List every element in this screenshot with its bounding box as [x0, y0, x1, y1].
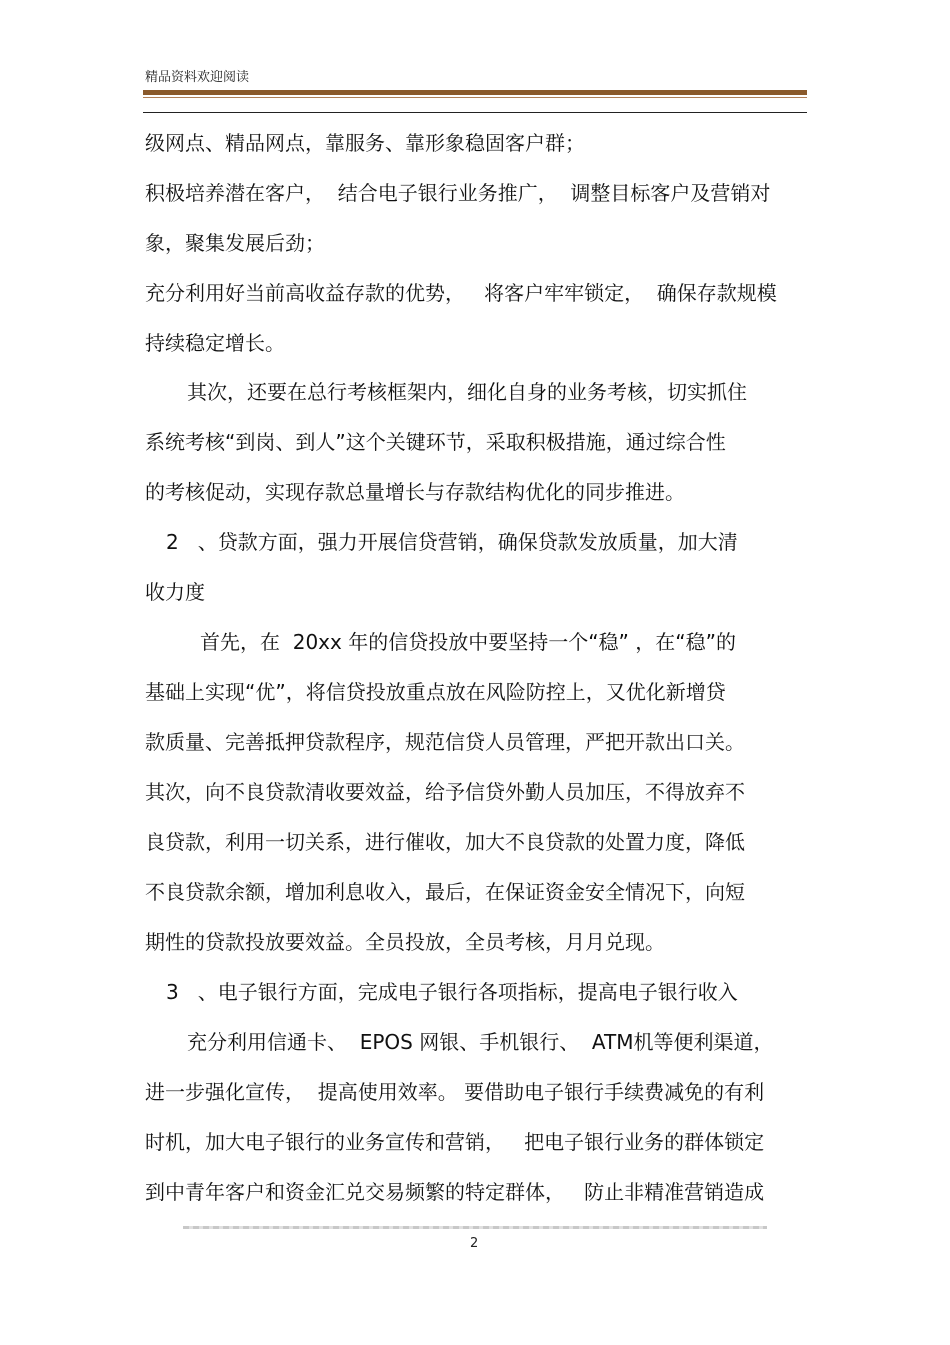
- text-line: 首先，在 20xx 年的信贷投放中要坚持一个“稳” ，在“稳”的: [200, 630, 736, 654]
- header-rule-thin: [143, 97, 807, 98]
- text-line: 到中青年客户和资金汇兑交易频繁的特定群体， 防止非精准营销造成: [145, 1180, 765, 1204]
- text-line: 基础上实现“优”，将信贷投放重点放在风险防控上，又优化新增贷: [145, 680, 726, 704]
- footer-rule: [183, 1226, 767, 1229]
- text-line: 充分利用信通卡、 EPOS 网银、手机银行、 ATM机等便利渠道，: [187, 1030, 774, 1054]
- section-heading: 收力度: [145, 580, 205, 604]
- text-line: 其次，向不良贷款清收要效益，给予信贷外勤人员加压，不得放弃不: [145, 780, 745, 804]
- section-heading: 2 、贷款方面，强力开展信贷营销，确保贷款发放质量，加大清: [166, 530, 738, 554]
- section-heading: 3 、电子银行方面，完成电子银行各项指标，提高电子银行收入: [166, 980, 738, 1004]
- text-line: 的考核促动，实现存款总量增长与存款结构优化的同步推进。: [145, 480, 685, 504]
- text-line: 系统考核“到岗、到人”这个关键环节，采取积极措施，通过综合性: [145, 430, 726, 454]
- text-line: 不良贷款余额，增加利息收入，最后，在保证资金安全情况下，向短: [145, 880, 745, 904]
- text-line: 期性的贷款投放要效益。全员投放，全员考核，月月兑现。: [145, 930, 665, 954]
- text-line: 时机，加大电子银行的业务宣传和营销， 把电子银行业务的群体锁定: [145, 1130, 765, 1154]
- header-text: 精品资料欢迎阅读: [145, 70, 250, 85]
- text-line: 持续稳定增长。: [145, 331, 285, 355]
- text-line: 其次，还要在总行考核框架内，细化自身的业务考核，切实抓住: [187, 380, 747, 404]
- header-rule-black: [143, 112, 807, 113]
- text-line: 象，聚集发展后劲；: [145, 231, 325, 255]
- page-number: 2: [470, 1236, 479, 1251]
- text-line: 充分利用好当前高收益存款的优势， 将客户牢牢锁定， 确保存款规模: [145, 281, 777, 305]
- text-line: 级网点、精品网点，靠服务、靠形象稳固客户群；: [145, 131, 585, 155]
- text-line: 良贷款，利用一切关系，进行催收，加大不良贷款的处置力度，降低: [145, 830, 745, 854]
- text-line: 款质量、完善抵押贷款程序，规范信贷人员管理，严把开款出口关。: [145, 730, 745, 754]
- text-line: 积极培养潜在客户， 结合电子银行业务推广， 调整目标客户及营销对: [145, 181, 771, 205]
- text-line: 进一步强化宣传， 提高使用效率。 要借助电子银行手续费减免的有利: [145, 1080, 765, 1104]
- header-rule-thick: [143, 90, 807, 95]
